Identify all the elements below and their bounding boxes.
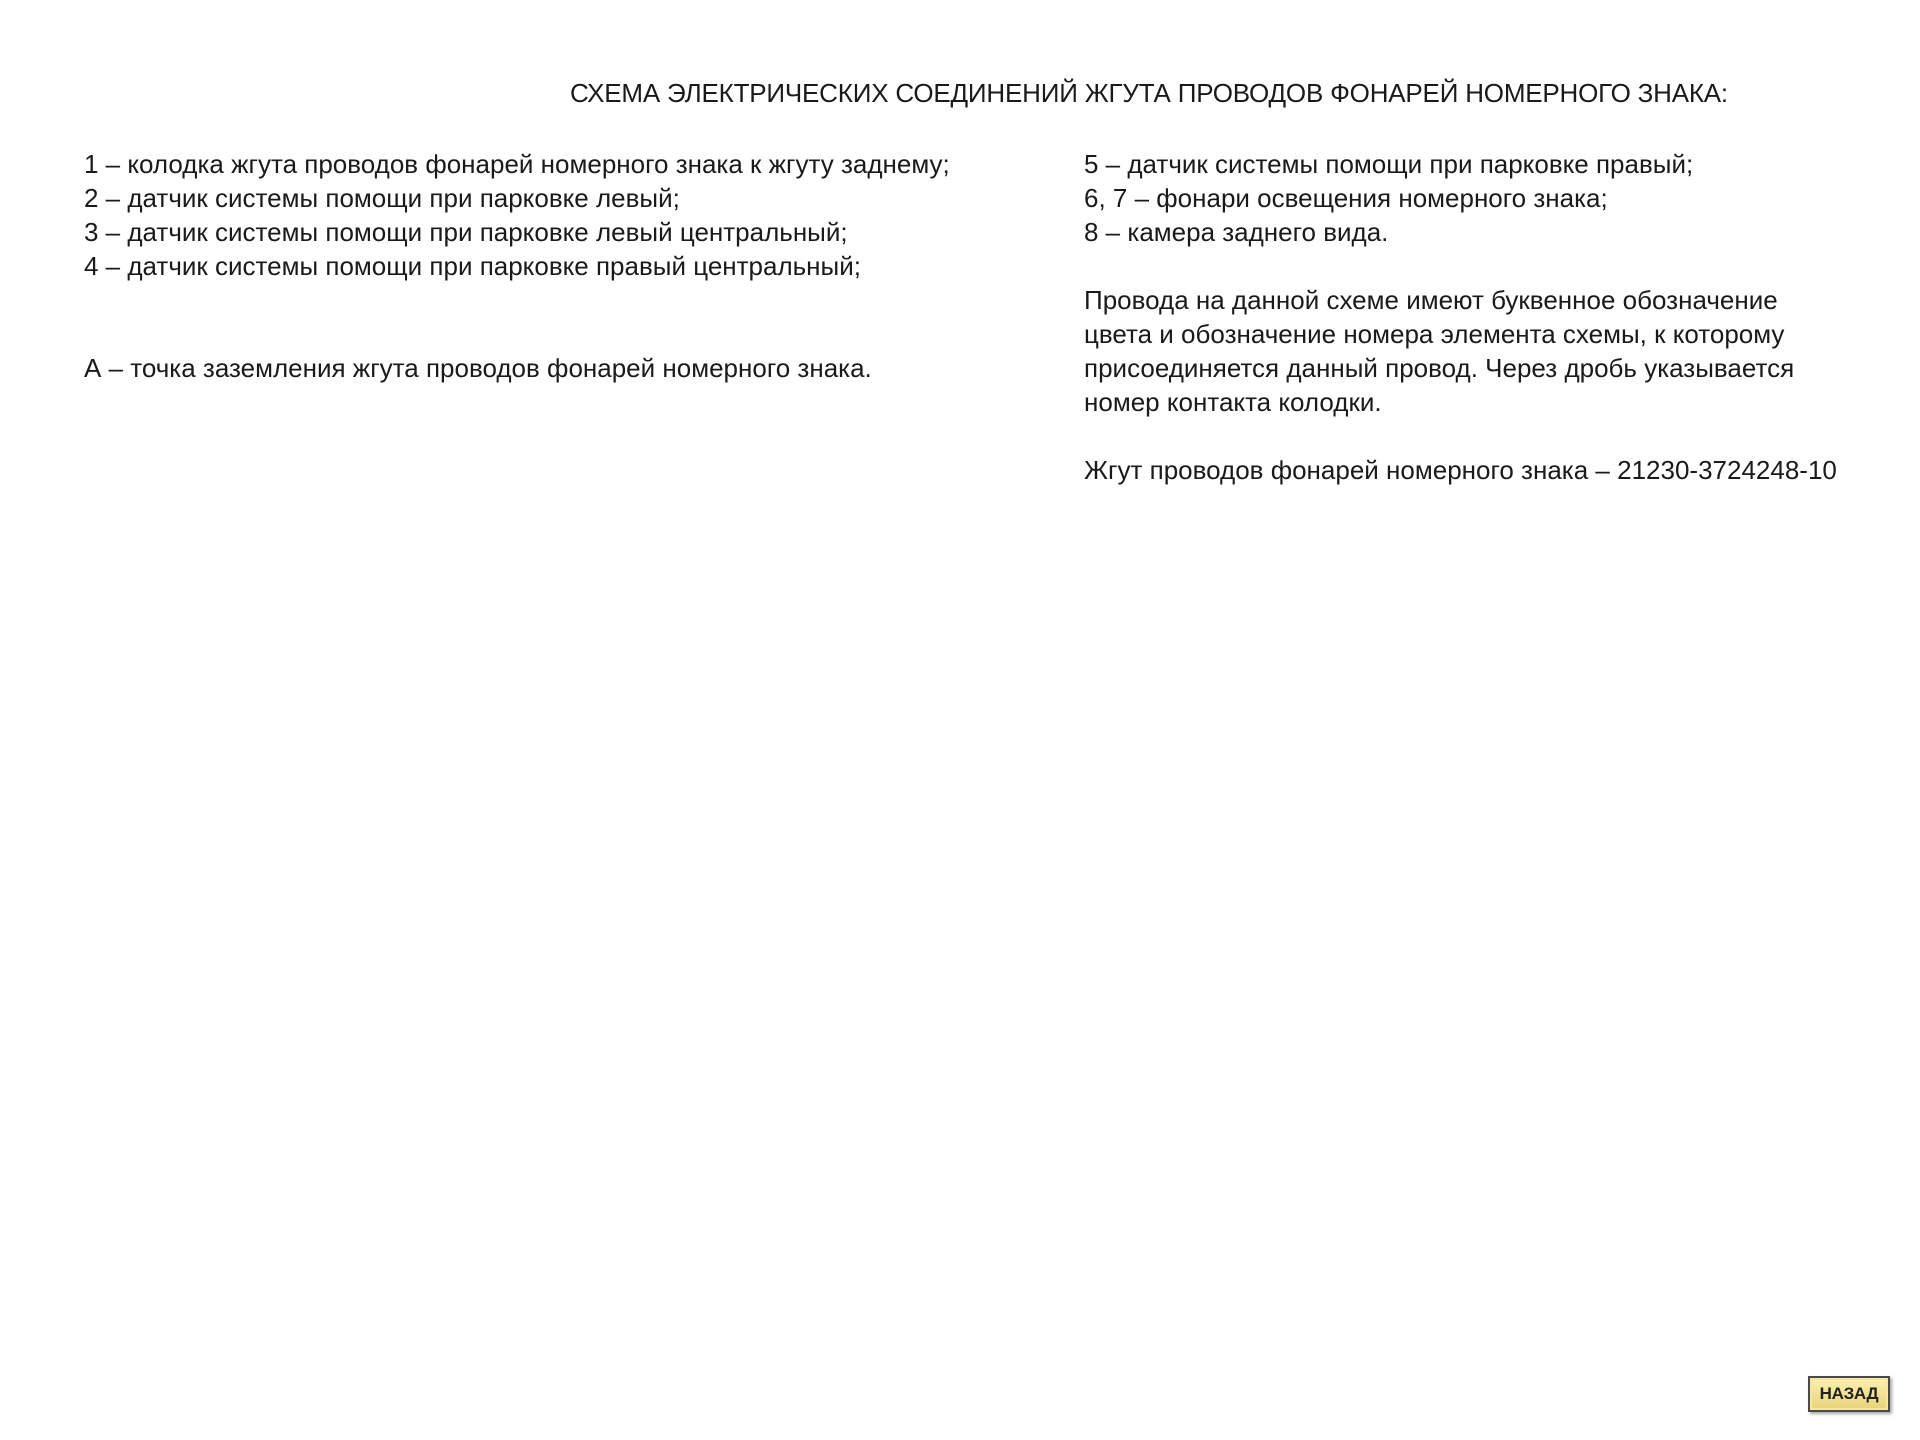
- explanation-line: цвета и обозначение номера элемента схемы, к которому: [1084, 319, 1785, 349]
- back-button[interactable]: НАЗАД: [1808, 1376, 1890, 1412]
- legend-item-1: 1 – колодка жгута проводов фонарей номерного знака к жгуту заднему;: [84, 149, 950, 179]
- legend-left-column: [84, 147, 984, 385]
- explanation-line: Провода на данной схеме имеют буквенное обозначение: [1084, 285, 1778, 315]
- legend-item-8: 8 – камера заднего вида.: [1084, 217, 1389, 247]
- legend-item-6-7: 6, 7 – фонари освещения номерного знака;: [1084, 183, 1608, 213]
- explanation-line: присоединяется данный провод. Через дробь указывается: [1084, 353, 1795, 383]
- legend-right-column: [1084, 147, 1884, 487]
- legend-item-5: 5 – датчик системы помощи при парковке правый;: [1084, 149, 1694, 179]
- page-title: СХЕМА ЭЛЕКТРИЧЕСКИХ СОЕДИНЕНИЙ ЖГУТА ПРОВОДОВ ФОНАРЕЙ НОМЕРНОГО ЗНАКА:: [570, 78, 1728, 108]
- legend-item-3: 3 – датчик системы помощи при парковке левый центральный;: [84, 217, 848, 247]
- harness-part-number: Жгут проводов фонарей номерного знака – 21230-3724248-10: [1084, 455, 1837, 485]
- wire-notation-explanation: [1084, 283, 1884, 419]
- legend-item-4: 4 – датчик системы помощи при парковке правый центральный;: [84, 251, 861, 281]
- legend-item-2: 2 – датчик системы помощи при парковке левый;: [84, 183, 680, 213]
- explanation-line: номер контакта колодки.: [1084, 387, 1382, 417]
- ground-point-note: А – точка заземления жгута проводов фонарей номерного знака.: [84, 353, 872, 383]
